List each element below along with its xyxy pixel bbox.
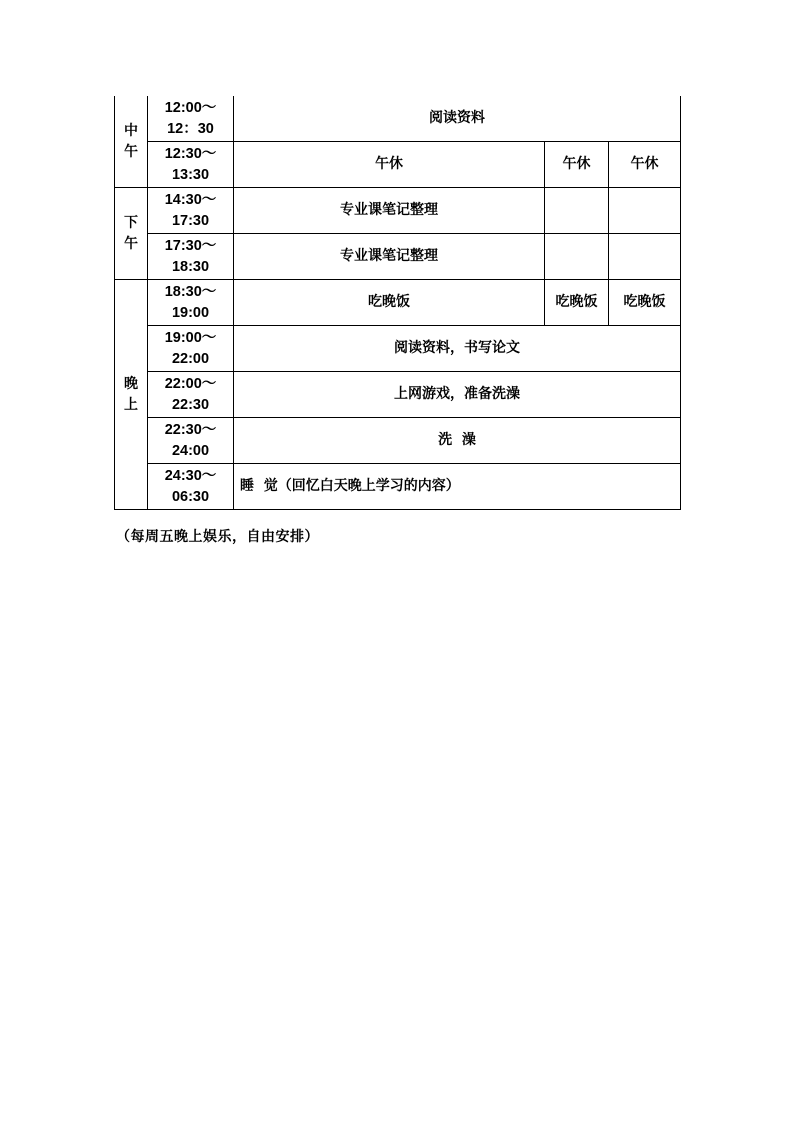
time-end: 12：30 bbox=[167, 120, 214, 137]
table-row bbox=[115, 142, 681, 188]
time-start: 17:30～ bbox=[164, 237, 217, 254]
period-afternoon bbox=[115, 188, 148, 280]
period-evening-char-1: 晚 bbox=[124, 375, 138, 392]
table-row bbox=[115, 464, 681, 510]
activity-cell: 洗 澡 bbox=[234, 418, 681, 464]
activity-cell-3 bbox=[609, 188, 681, 234]
activity-cell: 专业课笔记整理 bbox=[234, 234, 545, 280]
time-end: 18:30 bbox=[171, 258, 210, 275]
time-start: 22:00～ bbox=[164, 375, 217, 392]
time-start: 19:00～ bbox=[164, 329, 217, 346]
time-end: 24:00 bbox=[171, 442, 210, 459]
time-cell bbox=[148, 372, 234, 418]
activity-cell: 午休 bbox=[234, 142, 545, 188]
time-end: 13:30 bbox=[171, 166, 210, 183]
time-cell bbox=[148, 280, 234, 326]
time-cell bbox=[148, 418, 234, 464]
time-end: 22:30 bbox=[171, 396, 210, 413]
period-afternoon-char-2: 午 bbox=[124, 235, 138, 252]
activity-cell: 专业课笔记整理 bbox=[234, 188, 545, 234]
time-start: 22:30～ bbox=[164, 421, 217, 438]
time-start: 24:30～ bbox=[164, 467, 217, 484]
table-row bbox=[115, 418, 681, 464]
period-noon-char-1: 中 bbox=[124, 122, 138, 139]
activity-cell: 阅读资料，书写论文 bbox=[234, 326, 681, 372]
time-start: 12:30～ bbox=[164, 145, 217, 162]
activity-cell-2 bbox=[545, 234, 609, 280]
schedule-table bbox=[114, 96, 681, 510]
activity-cell-2: 午休 bbox=[545, 142, 609, 188]
period-evening-char-2: 上 bbox=[124, 396, 138, 413]
activity-cell-2 bbox=[545, 188, 609, 234]
period-noon-char-2: 午 bbox=[124, 143, 138, 160]
time-end: 17:30 bbox=[171, 212, 210, 229]
time-cell bbox=[148, 234, 234, 280]
schedule-note: （每周五晚上娱乐，自由安排） bbox=[116, 529, 319, 545]
activity-cell: 阅读资料 bbox=[234, 96, 681, 142]
activity-cell: 上网游戏，准备洗澡 bbox=[234, 372, 681, 418]
activity-cell: 睡 觉（回忆白天晚上学习的内容） bbox=[234, 464, 681, 510]
activity-cell-3 bbox=[609, 234, 681, 280]
time-cell bbox=[148, 464, 234, 510]
activity-cell: 吃晚饭 bbox=[234, 280, 545, 326]
time-end: 22:00 bbox=[171, 350, 210, 367]
time-cell bbox=[148, 96, 234, 142]
period-noon bbox=[115, 96, 148, 188]
period-evening bbox=[115, 280, 148, 510]
table-row bbox=[115, 280, 681, 326]
activity-cell-3: 午休 bbox=[609, 142, 681, 188]
table-row bbox=[115, 234, 681, 280]
time-start: 18:30～ bbox=[164, 283, 217, 300]
activity-cell-3: 吃晚饭 bbox=[609, 280, 681, 326]
table-row bbox=[115, 96, 681, 142]
time-cell bbox=[148, 188, 234, 234]
table-row bbox=[115, 372, 681, 418]
table-row bbox=[115, 326, 681, 372]
time-end: 19:00 bbox=[171, 304, 210, 321]
activity-cell-2: 吃晚饭 bbox=[545, 280, 609, 326]
table-row bbox=[115, 188, 681, 234]
time-cell bbox=[148, 142, 234, 188]
time-start: 12:00～ bbox=[164, 99, 217, 116]
time-start: 14:30～ bbox=[164, 191, 217, 208]
time-end: 06:30 bbox=[171, 488, 210, 505]
time-cell bbox=[148, 326, 234, 372]
period-afternoon-char-1: 下 bbox=[124, 214, 138, 231]
